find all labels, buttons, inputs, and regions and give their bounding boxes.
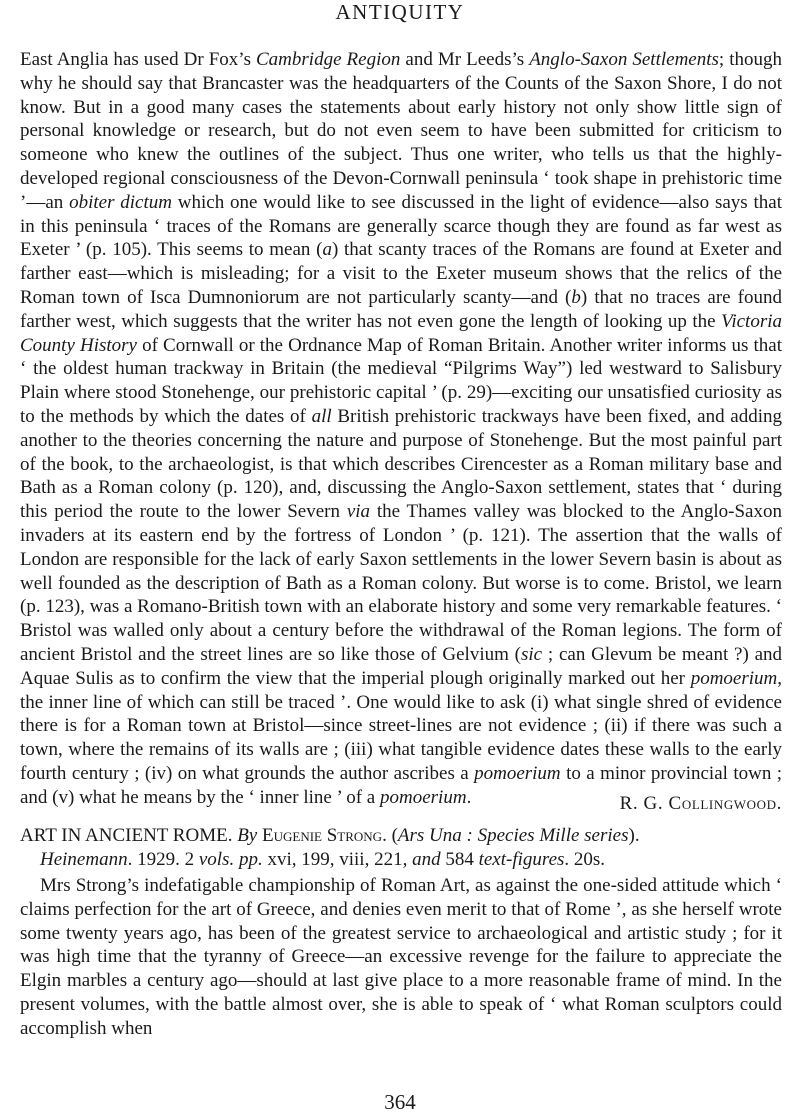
small-caps-text: Eugenie Strong [262,825,383,846]
italic-text: Cambridge Region [256,49,401,70]
italic-text: text-figures [478,849,565,870]
italic-text: a [322,239,332,261]
review-paragraph: Mrs Strong’s indefatigable championship of Roman Art, as against the one-sided attitude which ‘ claims perfection for the art of Greece, and denies even merit to that of Rome ’, as she herself wrote some twenty years ago, has been of the greatest service to archaeological and artistic study ; for it was high time that the tyranny of Greece—an excessive revenge for the failure to appreciate the Elgin marbles a century ago—should at last give place to a more reasonable frame of mind. In the present volumes, with the battle almost over, she is able to speak of ‘ what Roman sculptors could accomplish when [20,875,782,1039]
running-head: ANTIQUITY [335,0,465,24]
review-heading-line-2: Heinemann. 1929. 2 vols. pp. xvi, 199, viii, 221, and 584 text-figures. 20s. [40,849,606,870]
review-strong-body [20,874,782,1041]
italic-text: all [311,405,332,427]
italic-text: Heinemann [40,849,128,870]
review-collingwood-body [20,48,782,810]
italic-text: and [412,849,441,870]
italic-text: Ars Una : Species Mille series [397,825,629,846]
italic-text: By [237,825,258,846]
italic-text: Anglo-Saxon Settlements [529,49,719,70]
reviewer-signature: R. G. Collingwood. [619,793,782,814]
italic-text: pp. [238,849,263,870]
italic-text: obiter dictum [69,191,172,213]
italic-text: b [571,286,581,308]
italic-text: Victoria County History [20,310,782,356]
italic-text: sic [521,643,543,665]
review-paragraph: East Anglia has used Dr Fox’s Cambridge Region and Mr Leeds’s Anglo-Saxon Settlements; though why he should say that Brancaster was the headquarters of the Counts of the Saxon Shore, I do not know. But in a good many cases the statements about early history not only show little sign of personal knowledge or research, but do not even seem to have been submitted for criticism to someone who knew the outlines of the subject. Thus one writer, who tells us that the highly-developed regional consciousness of the Devon-Cornwall peninsula ‘ took shape in prehistoric time ’—an obiter dictum which one would like to see discussed in the light of evidence—also says that in this peninsula ‘ traces of the Romans are generally scarce though they are found as far west as Exeter ’ (p. 105). This seems to mean (a) that scanty traces of the Romans are found at Exeter and farther east—which is misleading; for a visit to the Exeter museum shows that the relics of the Roman town of Isca Dumnoniorum are not particularly scanty—and (b) that no traces are found farther west, which suggests that the writer has not even gone the length of looking up the Victoria County History of Cornwall or the Ordnance Map of Roman Britain. Another writer informs us that ‘ the oldest human trackway in Britain (the medieval “Pilgrims Way”) led westward to Salisbury Plain where stood Stonehenge, our prehistoric capital ’ (p. 29)—exciting our unsatisfied curiosity as to the methods by which the dates of all British prehistoric trackways have been fixed, and adding another to the theories concerning the nature and purpose of Stonehenge. But the most painful part of the book, to the archaeologist, is that which describes Cirencester as a Roman military base and Bath as a Roman colony (p. 120), and, discussing the Anglo-Saxon settlement, states that ‘ during this period the route to the lower Severn via the Thames valley was blocked to the Anglo-Saxon invaders at its eastern end by the fortress of London ’ (p. 121). The assertion that the walls of London are responsible for the lack of early Saxon settlements in the lower Severn basin is about as well founded as the description of Bath as a Roman colony. But worse is to come. Bristol, we learn (p. 123), was a Romano-British town with an elaborate history and some very remarkable features. ‘ Bristol was walled only about a century before the withdrawal of the Roman legions. The form of ancient Bristol and the street lines are so like those of Gelvium (sic ; can Glevum be meant ?) and Aquae Sulis as to confirm the view that the imperial plough originally marked out her pomoerium, the inner line of which can still be traced ’. One would like to ask (i) what single shred of evidence there is for a Roman town at Bristol—since street-lines are not evidence ; (ii) if there was such a town, where the remains of its walls are ; (iii) what tangible evidence dates these walls to the early fourth century ; (iv) on what grounds the author ascribes a pomoerium to a minor provincial town ; and (v) what he means by the ‘ inner line ’ of a pomoerium. [20,49,783,808]
italic-text: via [346,501,371,523]
italic-text: pomoerium [690,667,778,689]
review-heading-line-1: ART IN ANCIENT ROME. By Eugenie Strong. (Ars Una : Species Mille series). [20,825,640,846]
review-heading-art-in-ancient-rome [20,824,782,872]
italic-text: pomoerium [474,762,561,784]
page-number: 364 [384,1090,416,1114]
italic-text: vols. [198,849,235,870]
italic-text: pomoerium [380,786,467,808]
